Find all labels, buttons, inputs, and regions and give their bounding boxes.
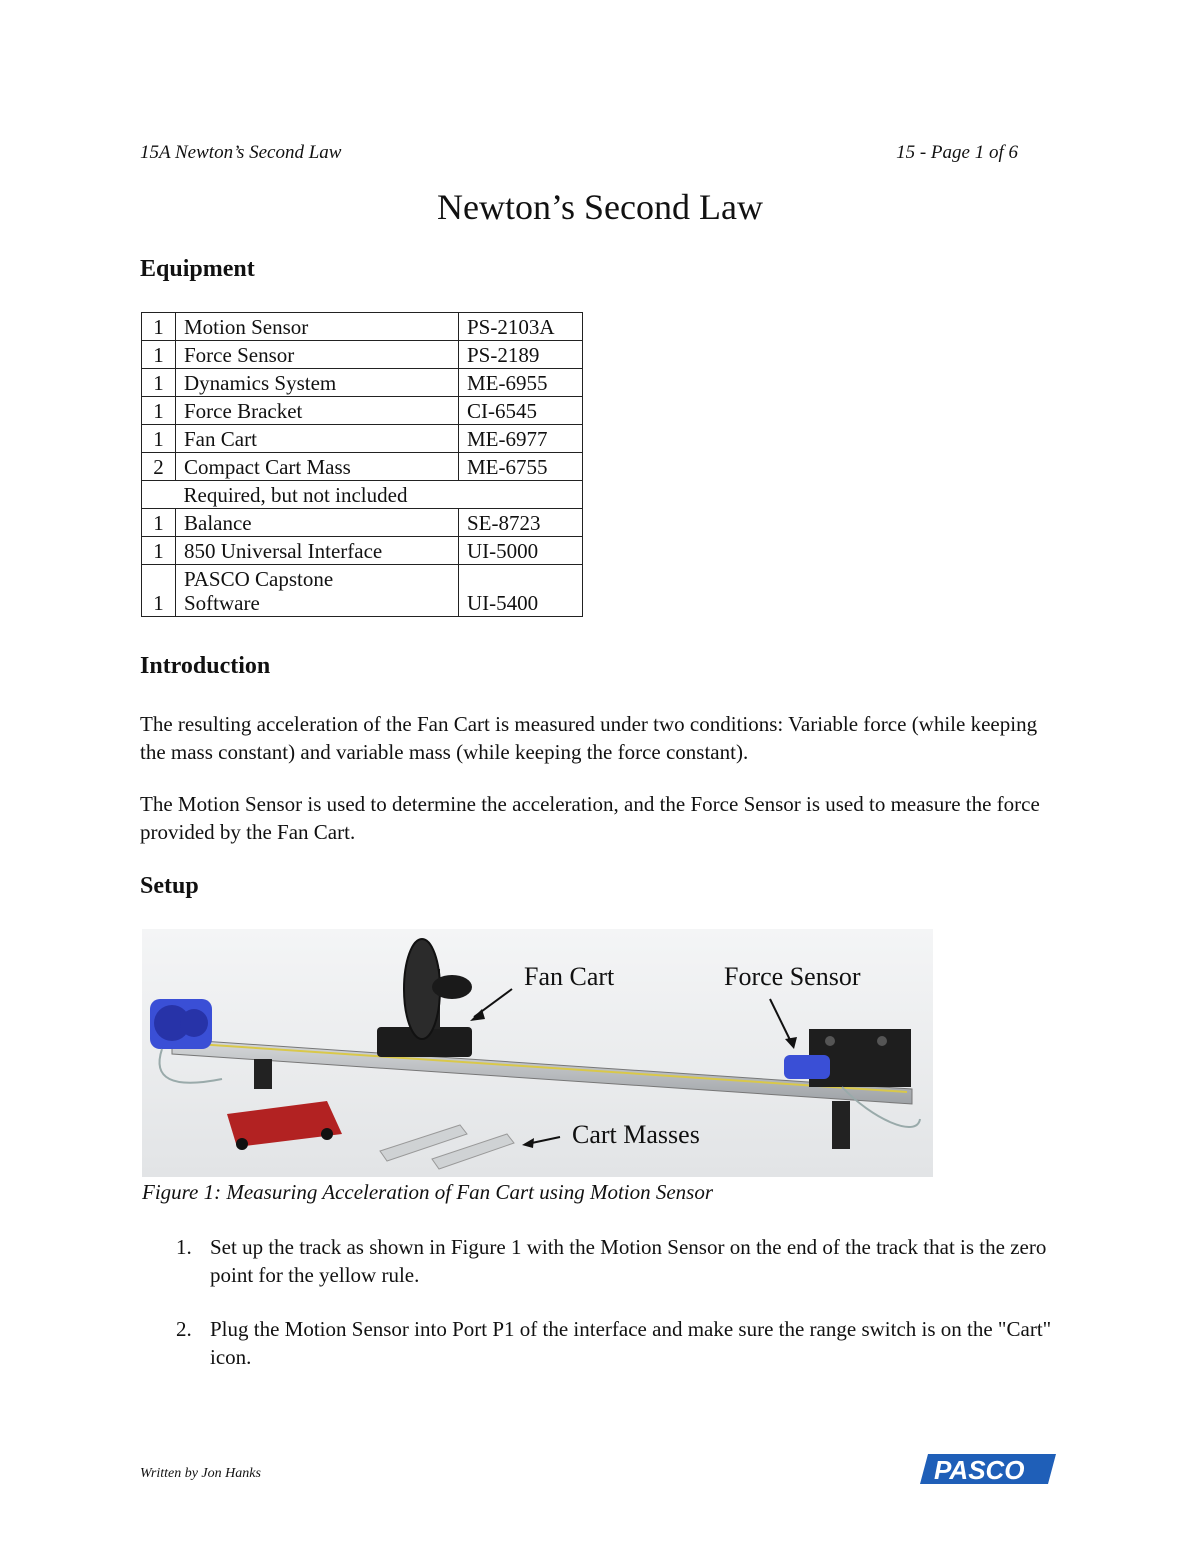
table-row [142,565,583,617]
qty-cell-empty [142,481,176,509]
qty-cell: 2 [142,453,176,481]
qty-cell: 1 [142,509,176,537]
code-cell: ME-6977 [459,425,583,453]
qty-cell: 1 [142,313,176,341]
name-cell [176,565,459,617]
equipment-table [141,312,583,617]
header-left: 15A Newton’s Second Law [140,142,342,163]
header-right: 15 - Page 1 of 6 [896,142,1018,163]
table-row [142,425,583,453]
name-cell: Force Sensor [176,341,459,369]
code-cell: SE-8723 [459,509,583,537]
pasco-logo [920,1452,1056,1491]
qty-cell: 1 [142,565,176,617]
required-label: Required, but not included [176,481,583,509]
figure-caption: Figure 1: Measuring Acceleration of Fan Cart using Motion Sensor [142,1180,714,1204]
code-cell: PS-2189 [459,341,583,369]
cart-masses-label: Cart Masses [572,1120,700,1149]
table-row [142,509,583,537]
name-line-1: PASCO Capstone [184,567,334,591]
name-cell: Force Bracket [176,397,459,425]
table-row [142,397,583,425]
pasco-logo-mark [920,1452,1056,1486]
footer-author: Written by Jon Hanks [140,1466,261,1481]
code-cell: UI-5400 [459,565,583,617]
track-foot-right [832,1101,850,1149]
name-cell: 850 Universal Interface [176,537,459,565]
intro-paragraph-2: The Motion Sensor is used to determine the acceleration, and the Force Sensor is used to measure the force provided by the Fan Cart. [140,792,1040,844]
code-cell: ME-6755 [459,453,583,481]
table-row-required-header [142,481,583,509]
track-foot-left [254,1059,272,1089]
qty-cell: 1 [142,369,176,397]
step-number: 2. [176,1317,192,1341]
section-equipment: Equipment [140,256,255,282]
name-cell: Motion Sensor [176,313,459,341]
code-cell: CI-6545 [459,397,583,425]
fan-cart-label: Fan Cart [524,962,615,991]
intro-paragraph-1: The resulting acceleration of the Fan Cart is measured under two conditions: Variable force (while keeping the mass constant) and variable mass (while keeping the force constant). [140,712,1038,764]
name-cell: Compact Cart Mass [176,453,459,481]
apparatus-illustration [142,929,933,1177]
qty-cell: 1 [142,341,176,369]
logo-text: PASCO [934,1455,1025,1485]
section-setup: Setup [140,873,199,899]
page-title: Newton’s Second Law [437,187,763,227]
table-row [142,369,583,397]
name-cell: Dynamics System [176,369,459,397]
table-row [142,537,583,565]
code-cell: ME-6955 [459,369,583,397]
name-cell: Fan Cart [176,425,459,453]
figure-1-photo [142,929,933,1177]
section-introduction: Introduction [140,653,271,679]
step-text: Plug the Motion Sensor into Port P1 of the interface and make sure the range switch is on the "Cart" icon. [210,1317,1052,1369]
code-cell: PS-2103A [459,313,583,341]
table-row [142,313,583,341]
step-number: 1. [176,1235,192,1259]
table-row [142,453,583,481]
qty-cell: 1 [142,537,176,565]
table-row [142,341,583,369]
name-cell: Balance [176,509,459,537]
force-sensor-label: Force Sensor [724,962,861,991]
name-line-2: Software [184,591,260,615]
code-cell: UI-5000 [459,537,583,565]
qty-cell: 1 [142,397,176,425]
step-text: Set up the track as shown in Figure 1 with the Motion Sensor on the end of the track that is the zero point for the yellow rule. [210,1235,1047,1287]
qty-cell: 1 [142,425,176,453]
